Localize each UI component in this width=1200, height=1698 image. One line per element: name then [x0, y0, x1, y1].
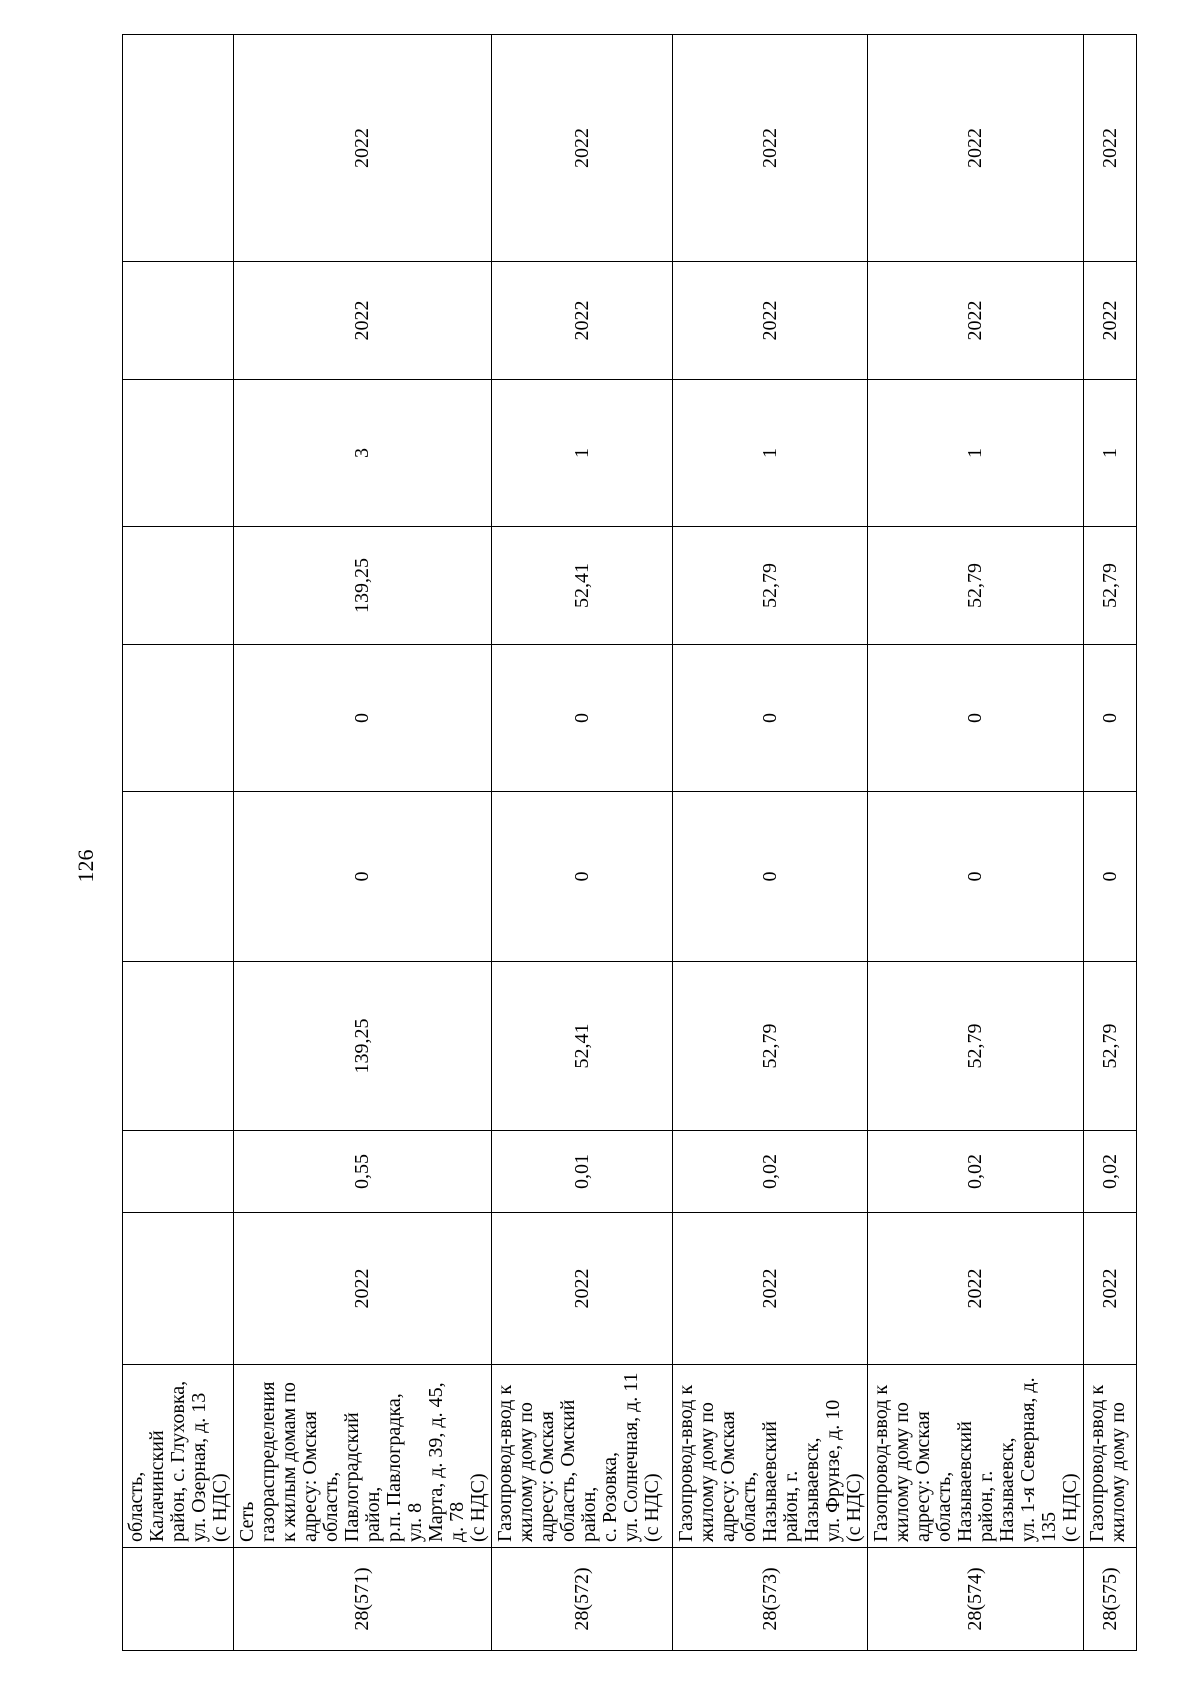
- address-line: область, Называевский: [738, 1421, 781, 1542]
- length-cell: 0,01: [492, 1131, 673, 1213]
- address-cell: [234, 1365, 492, 1548]
- address-line: Газопровод-ввод к: [1086, 1384, 1108, 1542]
- address-line: жилому дому по: [696, 1402, 718, 1542]
- cost-col-c-cell: 139,25: [234, 527, 492, 645]
- address-line: р.п. Павлоградка, ул. 8: [383, 1393, 426, 1542]
- address-line: жилому дому по: [891, 1402, 913, 1542]
- year-1-cell: 2022: [673, 262, 868, 380]
- address-line: (с НДС): [843, 1473, 865, 1542]
- row-number-cell: 28(574): [868, 1548, 1084, 1651]
- table-row: [492, 35, 673, 1651]
- count-cell: 1: [492, 380, 673, 527]
- address-line: ул. 1-я Северная, д. 135: [1017, 1377, 1060, 1542]
- cost-col-c-cell: 52,79: [673, 527, 868, 645]
- address-line: жилому дому по: [515, 1402, 537, 1542]
- address-line: область, Калачинский: [125, 1430, 168, 1542]
- address-line: район, с. Глуховка,: [167, 1380, 189, 1542]
- table-row: [123, 35, 234, 1651]
- year-start-cell: [123, 1213, 234, 1365]
- year-start-cell: 2022: [673, 1213, 868, 1365]
- address-line: адресу: Омская: [912, 1411, 934, 1542]
- cost-total-cell: 139,25: [234, 962, 492, 1131]
- address-line: Газопровод-ввод к: [494, 1384, 516, 1542]
- table-row: [1084, 35, 1137, 1651]
- year-2-cell: 2022: [673, 35, 868, 262]
- address-line: область, Называевский: [933, 1421, 976, 1542]
- year-start-cell: 2022: [234, 1213, 492, 1365]
- cost-col-c-cell: [123, 527, 234, 645]
- address-line: область, Павлоградский: [320, 1412, 363, 1542]
- row-number-cell: 28(571): [234, 1548, 492, 1651]
- cost-col-a-cell: 0: [1084, 792, 1137, 962]
- cost-total-cell: [123, 962, 234, 1131]
- count-cell: 1: [1084, 380, 1137, 527]
- cost-col-c-cell: 52,41: [492, 527, 673, 645]
- rotated-table-container: [122, 35, 1129, 1651]
- address-line: район, г. Называевск,: [975, 1437, 1018, 1542]
- address-line: область, Омский район,: [557, 1399, 600, 1542]
- table-body: [123, 35, 1137, 1651]
- row-number-cell: 28(573): [673, 1548, 868, 1651]
- year-1-cell: [123, 262, 234, 380]
- cost-col-c-cell: 52,79: [868, 527, 1084, 645]
- table-row: [234, 35, 492, 1651]
- year-start-cell: 2022: [492, 1213, 673, 1365]
- year-2-cell: 2022: [1084, 35, 1137, 262]
- cost-col-b-cell: [123, 645, 234, 792]
- address-line: жилому дому по: [1107, 1402, 1129, 1542]
- cost-col-b-cell: 0: [868, 645, 1084, 792]
- year-1-cell: 2022: [492, 262, 673, 380]
- table-row: [868, 35, 1084, 1651]
- count-cell: 1: [673, 380, 868, 527]
- cost-col-a-cell: 0: [868, 792, 1084, 962]
- address-line: с. Розовка,: [599, 1451, 621, 1542]
- address-cell: [868, 1365, 1084, 1548]
- year-2-cell: 2022: [868, 35, 1084, 262]
- cost-col-c-cell: 52,79: [1084, 527, 1137, 645]
- address-line: ул. Озерная, д. 13: [188, 1392, 210, 1542]
- count-cell: 3: [234, 380, 492, 527]
- year-1-cell: 2022: [868, 262, 1084, 380]
- cost-col-b-cell: 0: [234, 645, 492, 792]
- length-cell: 0,02: [868, 1131, 1084, 1213]
- cost-col-b-cell: 0: [1084, 645, 1137, 792]
- cost-total-cell: 52,41: [492, 962, 673, 1131]
- page-number: 126: [73, 849, 98, 883]
- address-line: адресу: Омская: [299, 1411, 321, 1542]
- address-cell: [673, 1365, 868, 1548]
- cost-total-cell: 52,79: [673, 962, 868, 1131]
- address-line: ул. Солнечная, д. 11: [620, 1372, 642, 1542]
- address-line: (с НДС): [641, 1473, 663, 1542]
- address-line: (с НДС): [1059, 1473, 1081, 1542]
- address-line: район, г. Называевск,: [780, 1437, 823, 1542]
- cost-total-cell: 52,79: [1084, 962, 1137, 1131]
- address-cell: [123, 1365, 234, 1548]
- cost-col-a-cell: 0: [673, 792, 868, 962]
- count-cell: 1: [868, 380, 1084, 527]
- table-row: [673, 35, 868, 1651]
- year-start-cell: 2022: [1084, 1213, 1137, 1365]
- address-cell: [1084, 1365, 1137, 1548]
- year-2-cell: [123, 35, 234, 262]
- address-line: Марта, д. 39, д. 45, д. 78: [425, 1382, 468, 1542]
- row-number-cell: 28(575): [1084, 1548, 1137, 1651]
- address-line: (с НДС): [467, 1473, 489, 1542]
- year-2-cell: 2022: [234, 35, 492, 262]
- address-line: Газопровод-ввод к: [675, 1384, 697, 1542]
- year-1-cell: 2022: [234, 262, 492, 380]
- address-line: (с НДС): [209, 1473, 231, 1542]
- address-line: к жилым домам по: [278, 1382, 300, 1542]
- length-cell: [123, 1131, 234, 1213]
- address-line: Газопровод-ввод к: [870, 1384, 892, 1542]
- count-cell: [123, 380, 234, 527]
- data-table: [122, 34, 1137, 1651]
- cost-col-b-cell: 0: [492, 645, 673, 792]
- cost-col-a-cell: 0: [234, 792, 492, 962]
- cost-col-b-cell: 0: [673, 645, 868, 792]
- year-2-cell: 2022: [492, 35, 673, 262]
- address-cell: [492, 1365, 673, 1548]
- address-line: ул. Фрунзе, д. 10: [822, 1399, 844, 1542]
- address-line: Сеть газораспределения: [236, 1381, 279, 1542]
- address-line: район,: [362, 1486, 384, 1542]
- cost-total-cell: 52,79: [868, 962, 1084, 1131]
- address-line: адресу: Омская: [536, 1411, 558, 1542]
- row-number-cell: [123, 1548, 234, 1651]
- length-cell: 0,55: [234, 1131, 492, 1213]
- year-start-cell: 2022: [868, 1213, 1084, 1365]
- length-cell: 0,02: [673, 1131, 868, 1213]
- row-number-cell: 28(572): [492, 1548, 673, 1651]
- cost-col-a-cell: 0: [492, 792, 673, 962]
- address-line: адресу: Омская: [717, 1411, 739, 1542]
- length-cell: 0,02: [1084, 1131, 1137, 1213]
- cost-col-a-cell: [123, 792, 234, 962]
- year-1-cell: 2022: [1084, 262, 1137, 380]
